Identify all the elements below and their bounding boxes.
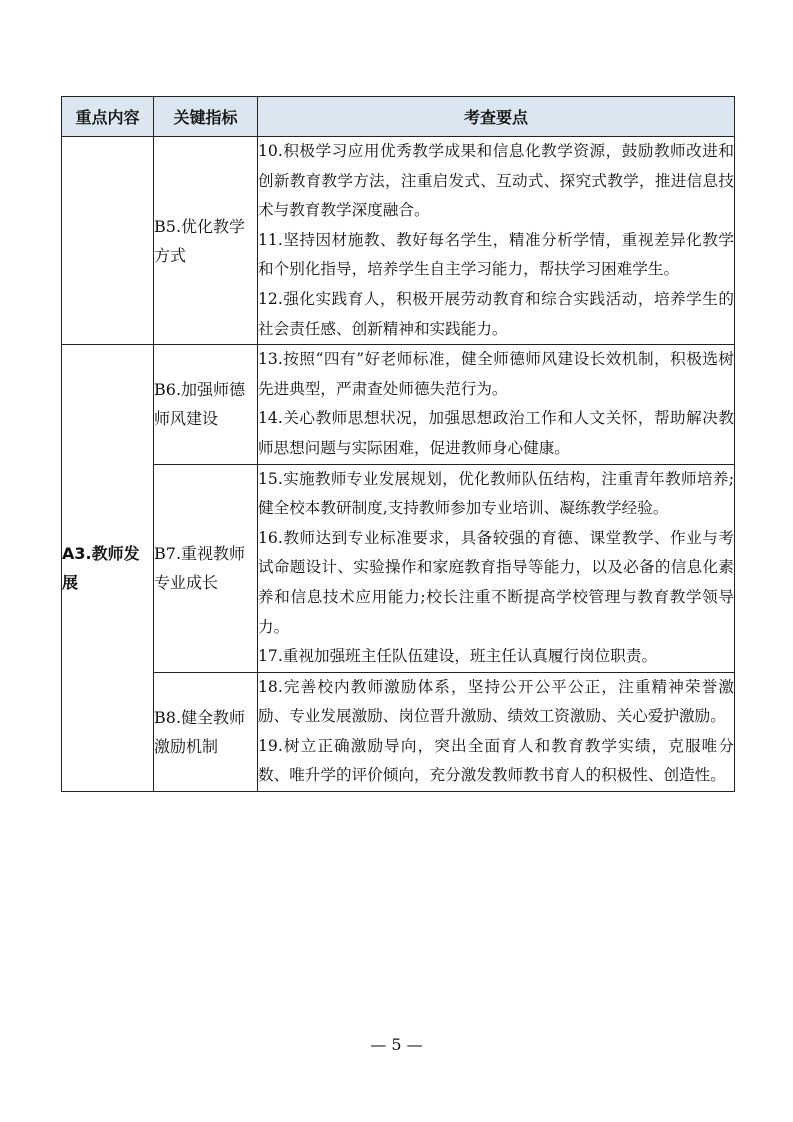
point-12: 12.强化实践育人，积极开展劳动教育和综合实践活动，培养学生的社会责任感、创新精神和实践能力。 xyxy=(258,289,734,338)
point-11: 11.坚持因材施教、教好每名学生，精准分析学情，重视差异化教学和个别化指导，培养学生自主学习能力，帮扶学习困难学生。 xyxy=(258,230,734,279)
point-17: 17.重视加强班主任队伍建设，班主任认真履行岗位职责。 xyxy=(258,647,658,666)
key-indicator-b7: B7.重视教师专业成长 xyxy=(154,464,258,672)
check-points-b8 xyxy=(258,672,735,791)
check-points-b6 xyxy=(258,345,735,464)
evaluation-table xyxy=(61,96,735,792)
point-18: 18.完善校内教师激励体系，坚持公开公平公正，注重精神荣誉激励、专业发展激励、岗位晋升激励、绩效工资激励、关心爱护激励。 xyxy=(258,677,734,726)
check-points-b5 xyxy=(258,137,735,345)
table-row xyxy=(62,137,735,345)
focus-cell-continued xyxy=(62,137,154,345)
key-indicator-b8: B8.健全教师激励机制 xyxy=(154,672,258,791)
header-key-indicator: 关键指标 xyxy=(154,97,258,137)
table-row xyxy=(62,345,735,464)
point-13: 13.按照“四有”好老师标准，健全师德师风建设长效机制，积极选树先进典型，严肃查处师德失范行为。 xyxy=(258,350,734,398)
header-focus: 重点内容 xyxy=(62,97,154,137)
point-19: 19.树立正确激励导向，突出全面育人和教育教学实绩，克服唯分数、唯升学的评价倾向，充分激发教师教书育人的积极性、创造性。 xyxy=(258,736,734,785)
key-indicator-b6: B6.加强师德师风建设 xyxy=(154,345,258,464)
focus-cell-a3: A3.教师发展 xyxy=(62,345,154,792)
point-14: 14.关心教师思想状况，加强思想政治工作和人文关怀，帮助解决教师思想问题与实际困难，促进教师身心健康。 xyxy=(258,409,734,457)
key-indicator-b5: B5.优化教学方式 xyxy=(154,137,258,345)
page-number: — 5 — xyxy=(370,1035,423,1054)
table-row xyxy=(62,464,735,672)
point-10: 10.积极学习应用优秀教学成果和信息化教学资源，鼓励教师改进和创新教育教学方法，注重启发式、互动式、探究式教学，推进信息技术与教育教学深度融合。 xyxy=(258,142,734,220)
header-check-points: 考查要点 xyxy=(258,97,735,137)
check-points-b7 xyxy=(258,464,735,672)
table-header-row xyxy=(62,97,735,137)
table-row xyxy=(62,672,735,791)
point-15: 15.实施教师专业发展规划，优化教师队伍结构，注重青年教师培养;健全校本教研制度,支持教师参加专业培训、凝练教学经验。 xyxy=(258,469,734,518)
point-16: 16.教师达到专业标准要求，具备较强的育德、课堂教学、作业与考试命题设计、实验操作和家庭教育指导等能力，以及必备的信息化素养和信息技术应用能力;校长注重不断提高学校管理与教育教学领导力。 xyxy=(258,528,734,636)
